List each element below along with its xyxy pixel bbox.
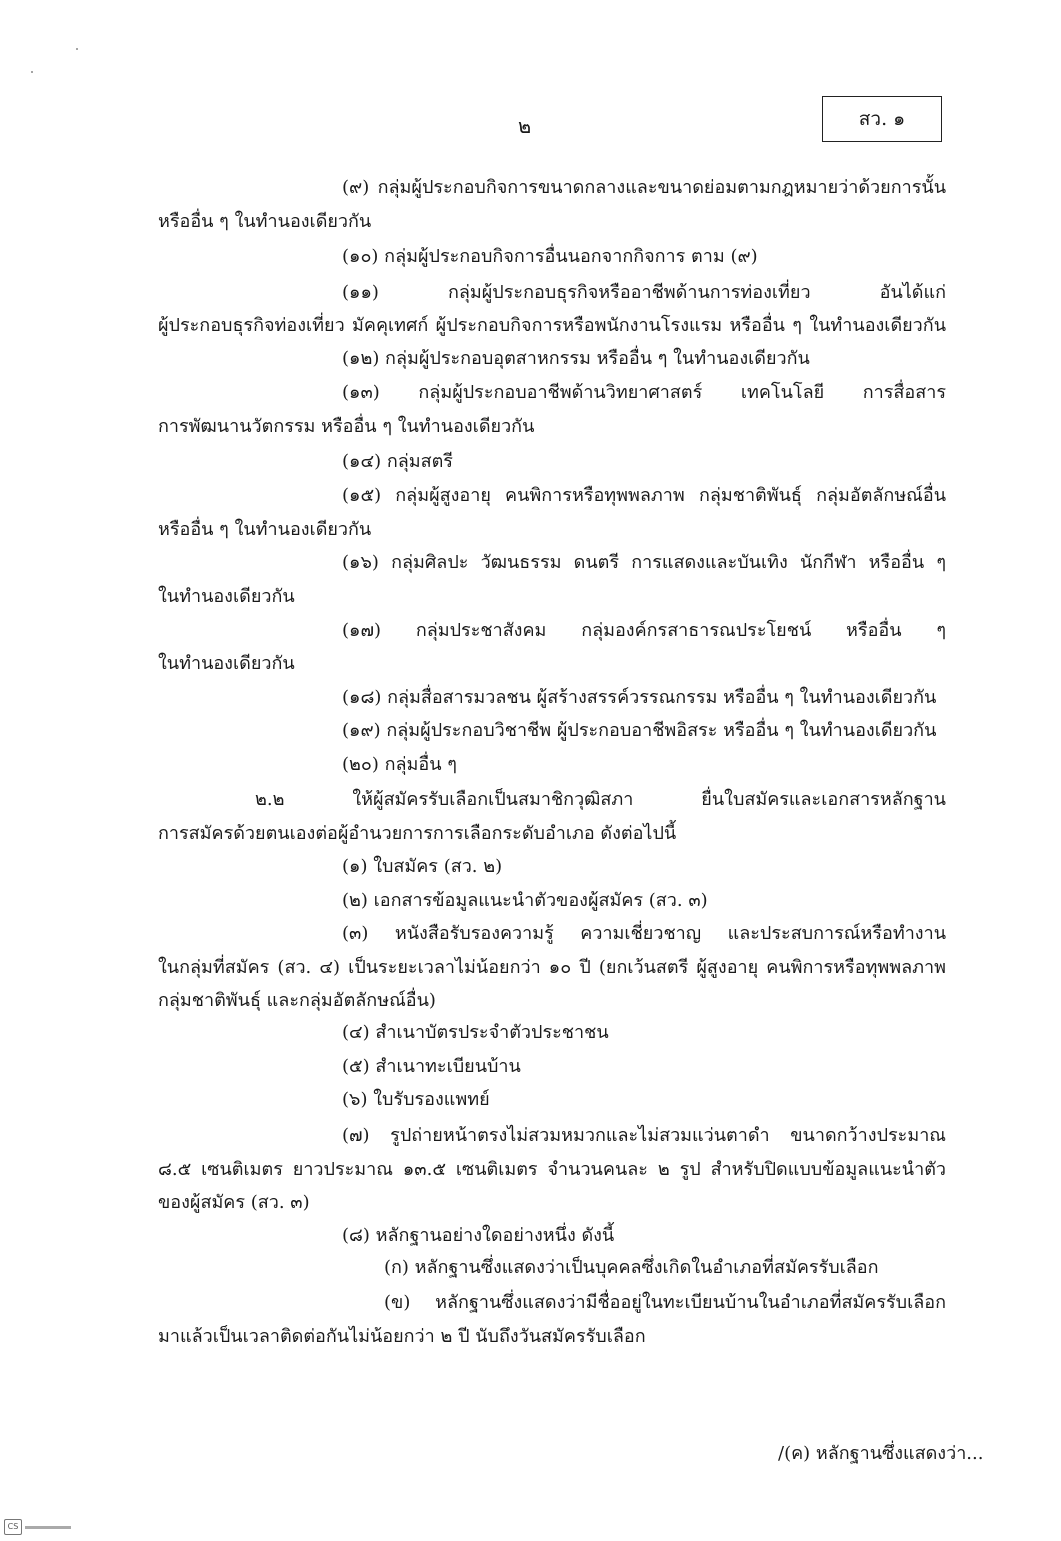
paragraph-line: ในทำนองเดียวกัน <box>158 653 295 674</box>
paragraph-line: (๑๔) กลุ่มสตรี <box>342 451 453 472</box>
paragraph-line: (๗) รูปถ่ายหน้าตรงไม่สวมหมวกและไม่สวมแว่นตาดำ ขนาดกว้างประมาณ <box>342 1125 946 1146</box>
paragraph-line: หรืออื่น ๆ ในทำนองเดียวกัน <box>158 211 372 232</box>
paragraph-line: (๑๖) กลุ่มศิลปะ วัฒนธรรม ดนตรี การแสดงและบันเทิง นักกีฬา หรืออื่น ๆ <box>342 552 946 573</box>
paragraph-line: ในกลุ่มที่สมัคร (สว. ๔) เป็นระยะเวลาไม่น้อยกว่า ๑๐ ปี (ยกเว้นสตรี ผู้สูงอายุ คนพิการหรือทุพพลภาพ <box>158 957 946 978</box>
watermark-smudge <box>25 1526 71 1529</box>
paragraph-line: (๕) สำเนาทะเบียนบ้าน <box>342 1056 521 1077</box>
paragraph-line: (๑๘) กลุ่มสื่อสารมวลชน ผู้สร้างสรรค์วรรณกรรม หรืออื่น ๆ ในทำนองเดียวกัน <box>342 687 937 708</box>
paragraph-line: (๑๓) กลุ่มผู้ประกอบอาชีพด้านวิทยาศาสตร์ เทคโนโลยี การสื่อสาร <box>342 382 946 403</box>
paragraph-line: หรืออื่น ๆ ในทำนองเดียวกัน <box>158 519 372 540</box>
paragraph-line: ในทำนองเดียวกัน <box>158 586 295 607</box>
continuation-note: /(ค) หลักฐานซึ่งแสดงว่า... <box>778 1443 984 1464</box>
scan-speck <box>31 71 33 73</box>
paragraph-line: (๓) หนังสือรับรองความรู้ ความเชี่ยวชาญ และประสบการณ์หรือทำงาน <box>342 923 946 944</box>
paragraph-line: มาแล้วเป็นเวลาติดต่อกันไม่น้อยกว่า ๒ ปี นับถึงวันสมัครรับเลือก <box>158 1326 646 1347</box>
paragraph-line: (๒๐) กลุ่มอื่น ๆ <box>342 754 457 775</box>
page-number: ๒ <box>518 114 532 138</box>
paragraph-line: (๑๐) กลุ่มผู้ประกอบกิจการอื่นนอกจากกิจการ ตาม (๙) <box>342 246 758 267</box>
paragraph-line: การพัฒนานวัตกรรม หรืออื่น ๆ ในทำนองเดียวกัน <box>158 416 535 437</box>
scan-speck <box>76 48 78 50</box>
paragraph-line: (๑๒) กลุ่มผู้ประกอบอุตสาหกรรม หรืออื่น ๆ ในทำนองเดียวกัน <box>342 348 810 369</box>
scanner-watermark <box>4 1519 71 1535</box>
paragraph-line: (๑๕) กลุ่มผู้สูงอายุ คนพิการหรือทุพพลภาพ กลุ่มชาติพันธุ์ กลุ่มอัตลักษณ์อื่น <box>342 485 946 506</box>
paragraph-line: (ข) หลักฐานซึ่งแสดงว่ามีชื่ออยู่ในทะเบียนบ้านในอำเภอที่สมัครรับเลือก <box>384 1292 946 1313</box>
paragraph-line: (๔) สำเนาบัตรประจำตัวประชาชน <box>342 1022 609 1043</box>
paragraph-line: (๒) เอกสารข้อมูลแนะนำตัวของผู้สมัคร (สว. ๓) <box>342 890 708 911</box>
paragraph-line: (๑๑) กลุ่มผู้ประกอบธุรกิจหรืออาชีพด้านการท่องเที่ยว อันได้แก่ <box>342 282 946 303</box>
paragraph-line: ของผู้สมัคร (สว. ๓) <box>158 1192 310 1213</box>
paragraph-line: ๒.๒ ให้ผู้สมัครรับเลือกเป็นสมาชิกวุฒิสภา ยื่นใบสมัครและเอกสารหลักฐาน <box>255 789 946 810</box>
form-code: สว. ๑ <box>858 108 906 130</box>
paragraph-line: (๙) กลุ่มผู้ประกอบกิจการขนาดกลางและขนาดย่อมตามกฎหมายว่าด้วยการนั้น <box>342 177 946 198</box>
paragraph-line: (๑) ใบสมัคร (สว. ๒) <box>342 856 503 877</box>
paragraph-line: (๑๗) กลุ่มประชาสังคม กลุ่มองค์กรสาธารณประโยชน์ หรืออื่น ๆ <box>342 620 946 641</box>
paragraph-line: (๖) ใบรับรองแพทย์ <box>342 1089 490 1110</box>
paragraph-line: ผู้ประกอบธุรกิจท่องเที่ยว มัคคุเทศก์ ผู้ประกอบกิจการหรือพนักงานโรงแรม หรืออื่น ๆ ในทำนองเดียวกัน <box>158 315 946 336</box>
paragraph-line: (๑๙) กลุ่มผู้ประกอบวิชาชีพ ผู้ประกอบอาชีพอิสระ หรืออื่น ๆ ในทำนองเดียวกัน <box>342 720 937 741</box>
paragraph-line: กลุ่มชาติพันธุ์ และกลุ่มอัตลักษณ์อื่น) <box>158 990 436 1011</box>
camscanner-logo-icon: CS <box>4 1519 22 1535</box>
paragraph-line: การสมัครด้วยตนเองต่อผู้อำนวยการการเลือกระดับอำเภอ ดังต่อไปนี้ <box>158 823 677 844</box>
paragraph-line: ๘.๕ เซนติเมตร ยาวประมาณ ๑๓.๕ เซนติเมตร จำนวนคนละ ๒ รูป สำหรับปิดแบบข้อมูลแนะนำตัว <box>158 1159 946 1180</box>
paragraph-line: (๘) หลักฐานอย่างใดอย่างหนึ่ง ดังนี้ <box>342 1225 615 1246</box>
paragraph-line: (ก) หลักฐานซึ่งแสดงว่าเป็นบุคคลซึ่งเกิดในอำเภอที่สมัครรับเลือก <box>384 1257 879 1278</box>
form-code-box <box>822 96 942 142</box>
